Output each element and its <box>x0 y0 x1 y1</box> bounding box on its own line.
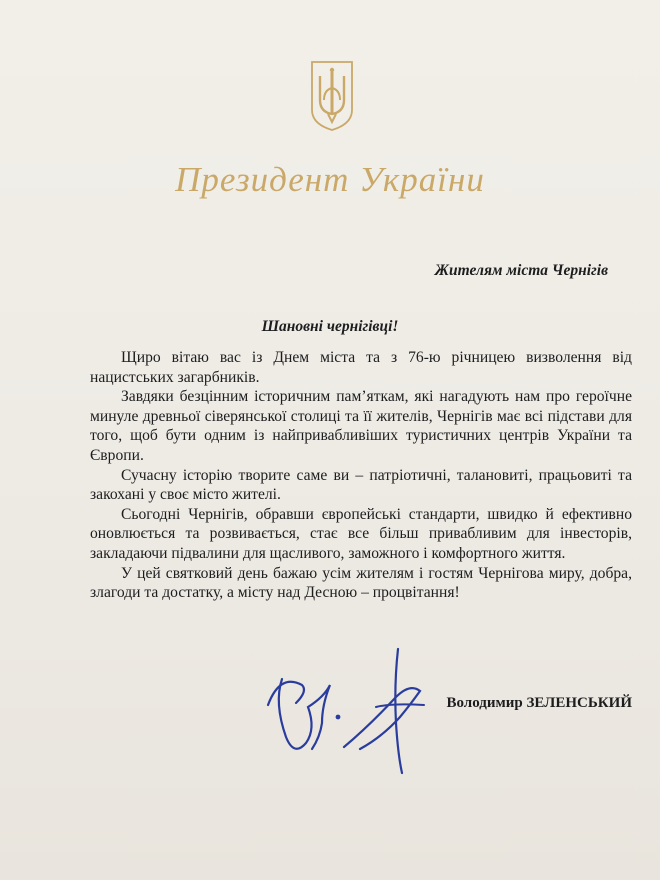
letterhead-title: Президент України <box>175 160 485 199</box>
addressee-line: Жителям міста Чернігів <box>434 262 608 279</box>
body-paragraph: Щиро вітаю вас із Днем міста та з 76-ю річницею визволення від нацистських загарбників. <box>90 349 632 386</box>
body-paragraph: Завдяки безцінним історичним пам’яткам, які нагадують нам про героїчне минуле древньої сіверянської столиці та її жителів, Чернігів має всі підстави для того, щоб бути одним із найпривабливіших туристичних центрів України та Європи. <box>90 388 632 464</box>
handwritten-signature <box>260 645 425 775</box>
body-paragraph: У цей святковий день бажаю усім жителям і гостям Чернігова миру, добра, злагоди та достатку, а місту над Десною – процвітання! <box>90 564 632 602</box>
body-paragraph: Сучасну історію творите саме ви – патріотичні, талановиті, працьовиті та закохані у своє місто жителі. <box>90 466 632 504</box>
salutation: Шановні чернігівці! <box>261 318 399 335</box>
letter-body <box>90 348 632 603</box>
trident-icon <box>309 60 355 132</box>
body-paragraph: Сьогодні Чернігів, обравши європейські стандарти, швидко й ефективно оновлюється та розвивається, стає все більш привабливим для інвесторів, закладаючи підвалини для щасливого, заможного і комфортного життя. <box>90 505 632 562</box>
signer-name: Володимир ЗЕЛЕНСЬКИЙ <box>446 695 632 711</box>
